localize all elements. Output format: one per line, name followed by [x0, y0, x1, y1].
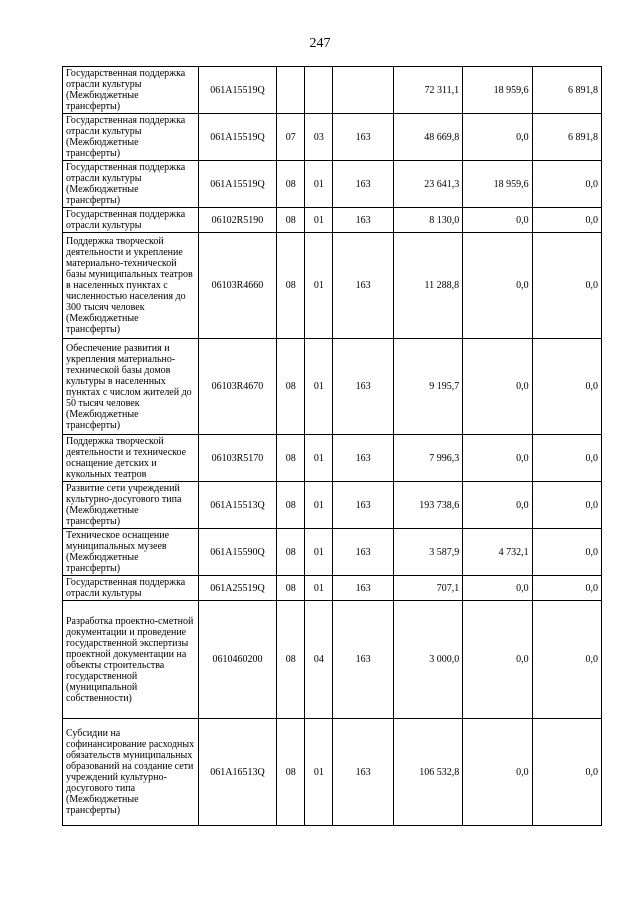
row-section: 08: [277, 576, 305, 601]
row-value-2: 0,0: [463, 233, 532, 339]
row-section: 07: [277, 114, 305, 161]
row-value-3: 6 891,8: [532, 114, 601, 161]
row-code: 061A15519Q: [198, 67, 276, 114]
row-subsection: 01: [305, 435, 333, 482]
row-expense-type: 163: [333, 114, 393, 161]
row-subsection: 03: [305, 114, 333, 161]
table-row: [63, 529, 602, 576]
row-code: 061A15513Q: [198, 482, 276, 529]
row-section: 08: [277, 482, 305, 529]
table-row: [63, 161, 602, 208]
row-name: Поддержка творческой деятельности и техническое оснащение детских и кукольных театров: [63, 435, 199, 482]
row-value-2: 4 732,1: [463, 529, 532, 576]
row-name: Обеспечение развития и укрепления материально-технической базы домов культуры в населенных пунктах с числом жителей до 50 тысяч человек (Межбюджетные трансферты): [63, 339, 199, 435]
row-section: 08: [277, 339, 305, 435]
row-name: Поддержка творческой деятельности и укрепление материально-технической базы муниципальных театров в населенных пунктах с численностью населения до 300 тысяч человек (Межбюджетные трансферты): [63, 233, 199, 339]
row-value-3: 0,0: [532, 208, 601, 233]
row-value-3: 0,0: [532, 233, 601, 339]
row-code: 0610460200: [198, 601, 276, 719]
row-subsection: 01: [305, 208, 333, 233]
table-row: [63, 339, 602, 435]
row-value-3: 0,0: [532, 482, 601, 529]
row-code: 061A15519Q: [198, 114, 276, 161]
row-value-2: 0,0: [463, 601, 532, 719]
row-expense-type: 163: [333, 339, 393, 435]
row-value-3: 0,0: [532, 576, 601, 601]
row-code: 061A16513Q: [198, 719, 276, 826]
row-value-1: 72 311,1: [393, 67, 462, 114]
row-value-1: 106 532,8: [393, 719, 462, 826]
row-subsection: 01: [305, 529, 333, 576]
table-row: [63, 233, 602, 339]
row-expense-type: 163: [333, 719, 393, 826]
row-code: 061A15590Q: [198, 529, 276, 576]
row-value-1: 3 000,0: [393, 601, 462, 719]
row-section: 08: [277, 208, 305, 233]
row-subsection: 01: [305, 482, 333, 529]
table-row: [63, 67, 602, 114]
table-row: [63, 208, 602, 233]
row-subsection: 01: [305, 339, 333, 435]
row-value-1: 11 288,8: [393, 233, 462, 339]
row-code: 061A15519Q: [198, 161, 276, 208]
row-value-1: 7 996,3: [393, 435, 462, 482]
row-value-1: 23 641,3: [393, 161, 462, 208]
row-expense-type: 163: [333, 208, 393, 233]
row-subsection: 01: [305, 719, 333, 826]
row-expense-type: [333, 67, 393, 114]
row-value-3: 0,0: [532, 435, 601, 482]
row-value-2: 18 959,6: [463, 67, 532, 114]
row-section: 08: [277, 601, 305, 719]
row-section: 08: [277, 435, 305, 482]
row-value-2: 0,0: [463, 208, 532, 233]
row-value-3: 0,0: [532, 161, 601, 208]
table-row: [63, 601, 602, 719]
row-expense-type: 163: [333, 161, 393, 208]
row-expense-type: 163: [333, 482, 393, 529]
row-name: Субсидии на софинансирование расходных обязательств муниципальных образований на создание сети учреждений культурно-досугового типа (Межбюджетные трансферты): [63, 719, 199, 826]
row-expense-type: 163: [333, 576, 393, 601]
table-row: [63, 435, 602, 482]
row-value-1: 9 195,7: [393, 339, 462, 435]
table-row: [63, 719, 602, 826]
row-value-2: 0,0: [463, 114, 532, 161]
row-value-2: 0,0: [463, 719, 532, 826]
row-name: Государственная поддержка отрасли культуры (Межбюджетные трансферты): [63, 161, 199, 208]
row-code: 06102R5190: [198, 208, 276, 233]
row-name: Государственная поддержка отрасли культуры (Межбюджетные трансферты): [63, 114, 199, 161]
budget-table: [62, 66, 602, 826]
table-row: [63, 482, 602, 529]
row-name: Разработка проектно-сметной документации и проведение государственной экспертизы проектной документации на объекты строительства государственной (муниципальной собственности): [63, 601, 199, 719]
row-value-1: 8 130,0: [393, 208, 462, 233]
row-code: 06103R4670: [198, 339, 276, 435]
row-subsection: 01: [305, 161, 333, 208]
row-section: 08: [277, 529, 305, 576]
row-value-2: 0,0: [463, 576, 532, 601]
row-section: 08: [277, 233, 305, 339]
table-row: [63, 576, 602, 601]
row-value-2: 18 959,6: [463, 161, 532, 208]
row-name: Государственная поддержка отрасли культуры: [63, 208, 199, 233]
row-value-1: 707,1: [393, 576, 462, 601]
row-value-3: 6 891,8: [532, 67, 601, 114]
row-value-1: 193 738,6: [393, 482, 462, 529]
row-expense-type: 163: [333, 529, 393, 576]
row-value-2: 0,0: [463, 435, 532, 482]
row-value-2: 0,0: [463, 482, 532, 529]
row-code: 06103R5170: [198, 435, 276, 482]
row-code: 061A25519Q: [198, 576, 276, 601]
row-name: Государственная поддержка отрасли культуры (Межбюджетные трансферты): [63, 67, 199, 114]
row-code: 06103R4660: [198, 233, 276, 339]
row-section: [277, 67, 305, 114]
table-row: [63, 114, 602, 161]
row-value-2: 0,0: [463, 339, 532, 435]
page-number: 247: [309, 36, 331, 51]
row-subsection: 01: [305, 233, 333, 339]
row-section: 08: [277, 719, 305, 826]
row-value-1: 3 587,9: [393, 529, 462, 576]
row-expense-type: 163: [333, 435, 393, 482]
row-value-1: 48 669,8: [393, 114, 462, 161]
row-value-3: 0,0: [532, 719, 601, 826]
row-section: 08: [277, 161, 305, 208]
row-value-3: 0,0: [532, 339, 601, 435]
row-subsection: [305, 67, 333, 114]
row-name: Развитие сети учреждений культурно-досугового типа (Межбюджетные трансферты): [63, 482, 199, 529]
row-value-3: 0,0: [532, 529, 601, 576]
row-value-3: 0,0: [532, 601, 601, 719]
row-name: Техническое оснащение муниципальных музеев (Межбюджетные трансферты): [63, 529, 199, 576]
row-name: Государственная поддержка отрасли культуры: [63, 576, 199, 601]
row-subsection: 01: [305, 576, 333, 601]
row-expense-type: 163: [333, 233, 393, 339]
row-expense-type: 163: [333, 601, 393, 719]
row-subsection: 04: [305, 601, 333, 719]
